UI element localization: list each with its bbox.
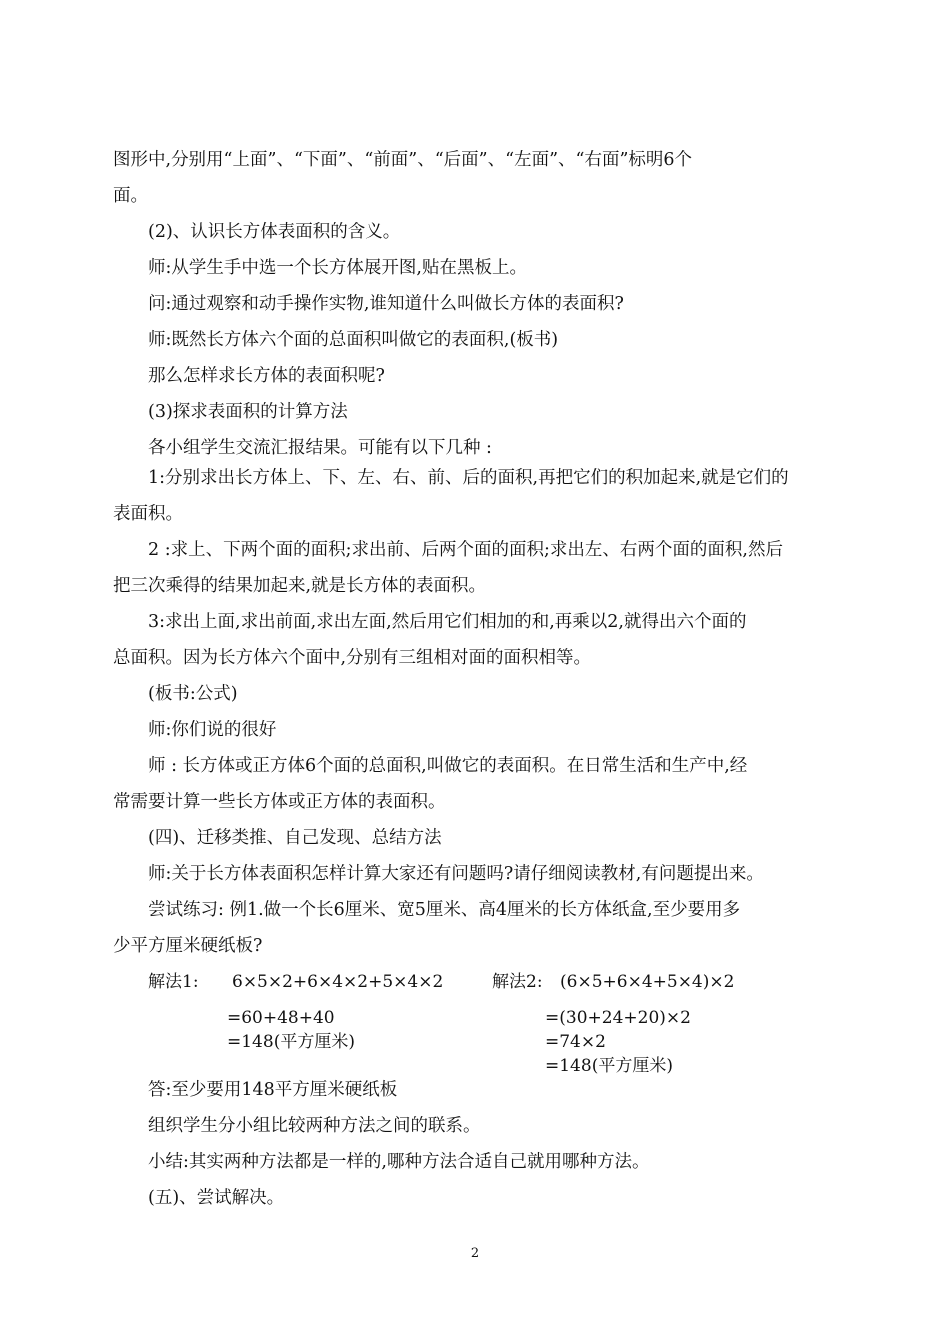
summary-line: 小结:其实两种方法都是一样的,哪种方法合适自己就用哪种方法。	[148, 1152, 650, 1172]
paragraph-line: 图形中,分别用“上面”、“下面”、“前面”、“后面”、“左面”、“右面”标明6个	[113, 150, 693, 170]
paragraph-line: 总面积。因为长方体六个面中,分别有三组相对面的面积相等。	[113, 648, 592, 668]
solution2-step: =(30+24+20)×2	[545, 1008, 691, 1028]
paragraph-line: 表面积。	[113, 504, 183, 524]
paragraph-line: 面。	[113, 186, 148, 206]
solution1-step: =60+48+40	[227, 1008, 335, 1028]
paragraph-line: 把三次乘得的结果加起来,就是长方体的表面积。	[113, 576, 487, 596]
paragraph-line: 师:从学生手中选一个长方体展开图,贴在黑板上。	[148, 258, 527, 278]
paragraph-line: 各小组学生交流汇报结果。可能有以下几种 :	[148, 438, 492, 458]
paragraph-line: 1:分别求出长方体上、下、左、右、前、后的面积,再把它们的积加起来,就是它们的	[148, 468, 789, 488]
answer-line: 答:至少要用148平方厘米硬纸板	[148, 1080, 398, 1100]
solution1-expression: 6×5×2+6×4×2+5×4×2	[232, 972, 444, 992]
paragraph-line: 组织学生分小组比较两种方法之间的联系。	[148, 1116, 481, 1136]
paragraph-line: 3:求出上面,求出前面,求出左面,然后用它们相加的和,再乘以2,就得出六个面的	[148, 612, 747, 632]
section-heading: (3)探求表面积的计算方法	[148, 402, 348, 422]
paragraph-line: 那么怎样求长方体的表面积呢?	[148, 366, 385, 386]
paragraph-line: 问:通过观察和动手操作实物,谁知道什么叫做长方体的表面积?	[148, 294, 624, 314]
paragraph-line: 常需要计算一些长方体或正方体的表面积。	[113, 792, 446, 812]
solution2-expression: (6×5+6×4+5×4)×2	[560, 972, 735, 992]
paragraph-line: 尝试练习: 例1.做一个长6厘米、宽5厘米、高4厘米的长方体纸盒,至少要用多	[148, 900, 741, 920]
section-heading: (2)、认识长方体表面积的含义。	[148, 222, 401, 242]
page-number: 2	[470, 1246, 480, 1261]
solution1-label: 解法1:	[148, 972, 199, 992]
section-heading: (四)、迁移类推、自己发现、总结方法	[148, 828, 442, 848]
paragraph-line: 师:你们说的很好	[148, 720, 277, 740]
section-heading: (五)、尝试解决。	[148, 1188, 285, 1208]
solution2-step: =74×2	[545, 1032, 606, 1052]
paragraph-line: 少平方厘米硬纸板?	[113, 936, 263, 956]
solution2-step: =148(平方厘米)	[545, 1056, 673, 1076]
paragraph-line: 2 :求上、下两个面的面积;求出前、后两个面的面积;求出左、右两个面的面积,然后	[148, 540, 783, 560]
paragraph-line: 师:关于长方体表面积怎样计算大家还有问题吗?请仔细阅读教材,有问题提出来。	[148, 864, 764, 884]
paragraph-line: (板书:公式)	[148, 684, 238, 704]
paragraph-line: 师 : 长方体或正方体6个面的总面积,叫做它的表面积。在日常生活和生产中,经	[148, 756, 748, 776]
paragraph-line: 师:既然长方体六个面的总面积叫做它的表面积,(板书)	[148, 330, 559, 350]
solution2-label: 解法2:	[492, 972, 543, 992]
solution1-step: =148(平方厘米)	[227, 1032, 355, 1052]
